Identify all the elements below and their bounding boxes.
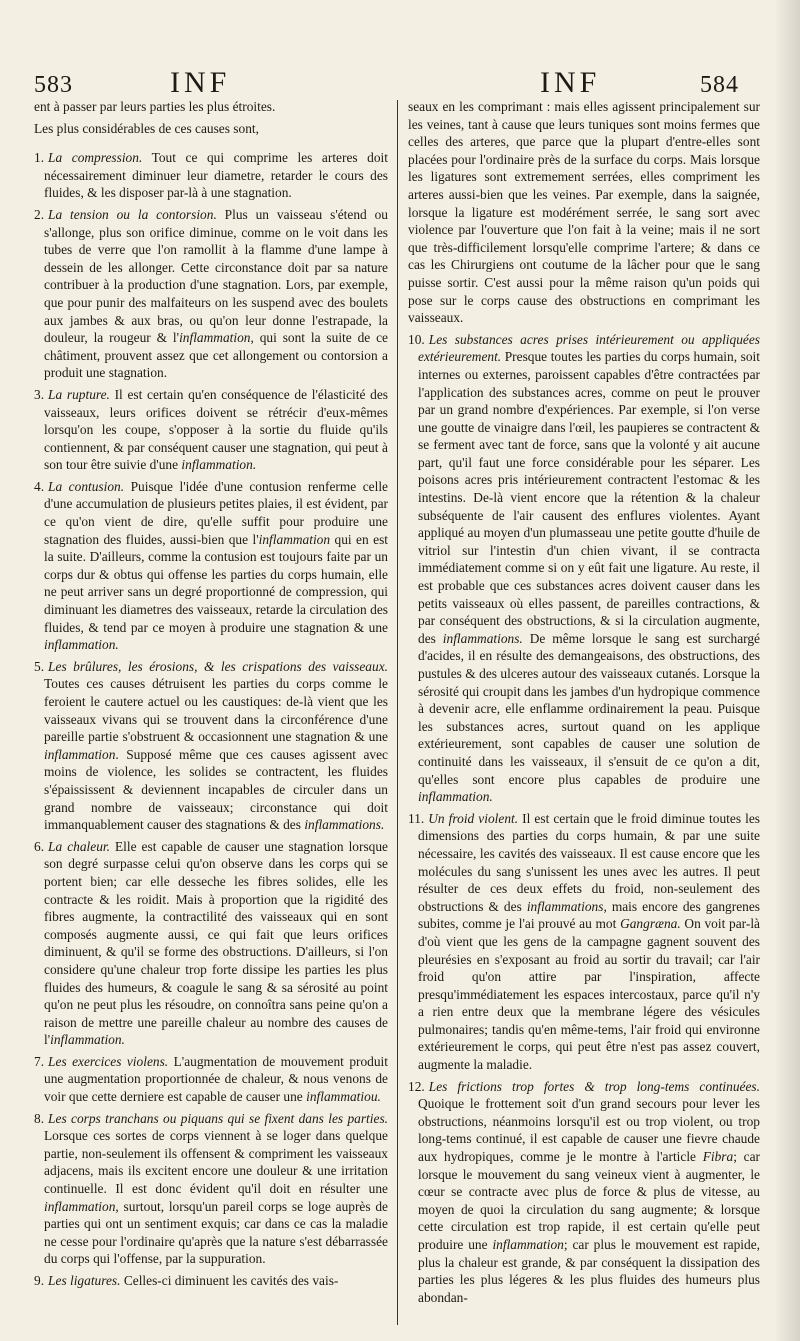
item-heading: La compression. — [48, 150, 143, 166]
item-emphasis: inflammations — [526, 898, 604, 914]
item-text: Puisque l'idée d'une contusion renferme celle d'une accumulation de plusieurs petites plaies, il est évident, par ce qu'on vient de dire, qu'elle suffit pour produire une stagnation des fluides, aussi-bien que l' — [44, 478, 388, 547]
item-heading: Les substances acres prises intérieurement ou appliquées extérieurement. — [418, 331, 760, 365]
item-heading: Les frictions trop fortes & trop long-tems continuées. — [428, 1078, 760, 1094]
item-emphasis: inflammation — [492, 1237, 564, 1252]
item-heading: Les corps tranchans ou piquans qui se fixent dans les parties. — [48, 1110, 388, 1126]
item-text: . Supposé même que ces causes agissent avec moins de violence, les solides se contractent, les fluides s'épaississent & deviennent incapables de circuler dans un grand nombre de vaisseaux; circonstance qui doit immanquablement causer des stagnations & des — [44, 746, 388, 833]
item-text: qui en est la suite. D'ailleurs, comme la contusion est toujours faite par un corps dur & obtus qui offense les parties du corps humain, elle ne peut arriver sans un degré proportionné de compression, qui diminuant les diametres des vaisseaux, retarde la circulation des fluides, & tend par ce moyen à produire une stagnation & une — [44, 531, 388, 635]
list-item — [34, 386, 388, 474]
list-item — [34, 478, 388, 654]
item-text: Lorsque ces sortes de corps viennent à se loger dans quelque partie, non-seulement ils offensent & compriment les vaisseaux adjacens, mais ils excitent encore une douleur & une irritation continuelle. Il est donc évident qu'il doit en résulter une — [44, 1128, 388, 1197]
item-text: L'augmentation de mouvement produit une augmentation proportionnée de chaleur, & nous venons de voir que cette derniere est capable de causer une — [44, 1053, 388, 1105]
item-emphasis: Fibra — [702, 1149, 734, 1165]
item-emphasis: inflammation. — [418, 789, 493, 805]
column-divider — [397, 100, 398, 1325]
list-item — [34, 658, 388, 834]
item-text: Elle est capable de causer une stagnation lorsque son degré surpasse celui qu'on observe dans les corps qui se portent bien; car elle desseche les fibres solides, elle les contracte & les roidit. Mais à proportion que la rigidité des fibres augmente, la contractilité des vaisseaux qui en sont composés augmente aussi, ce qui fait que leurs orifices diminuent, & qu'il se forme des obstructions. D'ailleurs, si l'on considere qu'une chaleur trop forte dissipe les parties les plus fluides des humeurs, & coagule le sang & sa sérosité au point qu'on ne peut plus les résoudre, on connoîtra sans peine qu'on a raison de mettre une pareille chaleur au nombre des causes de l' — [44, 838, 388, 1048]
item-emphasis: inflammation — [258, 531, 331, 547]
item-number: 7. — [34, 1053, 45, 1069]
item-text: , mais encore des gangrenes subites, comme je l'ai prouvé au mot — [418, 898, 760, 932]
item-text: Celles-ci diminuent les cavités des vais- — [120, 1273, 339, 1288]
item-number: 6. — [34, 838, 45, 854]
item-heading: Les brûlures, les érosions, & les crispations des vaisseaux. — [48, 658, 388, 674]
item-number: 9. — [34, 1273, 45, 1288]
item-heading: Un froid violent. — [428, 810, 519, 826]
item-emphasis: inflammation — [179, 330, 251, 346]
item-emphasis: inflammation — [44, 1198, 116, 1214]
item-number: 3. — [34, 386, 45, 402]
running-title-right: INF — [540, 66, 601, 99]
paragraph: Les plus considérables de ces causes sont, — [34, 120, 259, 136]
item-number: 4. — [34, 478, 45, 494]
list-item — [34, 149, 388, 202]
item-number: 2. — [34, 206, 45, 222]
paragraph: ent à passer par leurs parties les plus étroites. — [34, 99, 276, 114]
item-heading: La tension ou la contorsion. — [48, 206, 217, 222]
left-column — [34, 98, 388, 1294]
item-number: 5. — [34, 658, 45, 674]
item-heading: La chaleur. — [48, 838, 110, 854]
item-emphasis: inflammations. — [304, 817, 385, 833]
item-text: Plus un vaisseau s'étend ou s'allonge, plus son orifice diminue, comme on le voit dans les tubes de verre que l'on ramollit à la flamme d'une lampe à dessein de les allonger. Cette circonstance doit par sa nature contribuer à la production d'une stagnation. Lors, par exemple, que pour punir des malfaiteurs on les suspend avec des boulets aux jambes & aux bras, ou qu'on leur donne l'estrapade, la douleur, la rougeur & l' — [44, 206, 388, 346]
item-emphasis: inflammation. — [44, 637, 119, 653]
item-text: , qui sont la suite de ce châtiment, prouvent assez que cet allongement ou contorsion a produit une stagnation. — [44, 330, 388, 381]
running-title-left: INF — [170, 66, 231, 99]
item-text: , surtout, lorsqu'un pareil corps se loge auprès de parties qui ont un sentiment exquis; car dans ce cas la maladie ne cesse pour l'ordinaire qu'après que la nature s'est débarrassée du corps qui l'offense, par la suppuration. — [44, 1198, 388, 1267]
item-text: ; car plus le mouvement est rapide, plus la chaleur est grande, & par conséquent la dissipation des parties les plus légeres & les plus fluides des humeurs plus abondan- — [418, 1237, 760, 1305]
item-emphasis: inflammation. — [50, 1032, 125, 1048]
item-text: De même lorsque le sang est surchargé d'acides, il en résulte des demangeaisons, des obstructions, des pustules & des ulceres autour des vaisseaux cutanés. Lorsque la sérosité qui croupit dans les jambes d'un hydropique commence à devenir acre, elle enflamme ordinairement la peau. Puisque les substances acres, surtout quand on les applique extérieurement, sont capables de causer une solution de continuité dans les vaisseaux, il s'ensuit de ce qu'on a dit, qu'elles sont encore plus capables de produire une — [418, 630, 760, 787]
list-item — [408, 331, 760, 806]
item-text: Il est certain qu'en conséquence de l'élasticité des vaisseaux, leurs orifices doivent se rétrécir d'eux-mêmes lorsqu'on les coupe, s'opposer à la sortie du fluide qu'ils contiennent, & par conséquent causer une stagnation, qui peut à son tour être suivie d'une — [44, 386, 388, 473]
list-item — [408, 810, 760, 1074]
item-emphasis: inflammations. — [442, 630, 523, 646]
page-number-right: 584 — [700, 72, 739, 98]
item-number: 11. — [408, 810, 425, 826]
item-number: 1. — [34, 150, 45, 166]
item-emphasis: inflammatiou. — [306, 1089, 381, 1105]
item-text: On voit par-là d'où vient que les gens de la campagne gagnent souvent des pleurésies en s'exposant au froid au sortir du travail; car l'air froid qu'on attire par l'inspiration, affecte presqu'immédiatement les espaces intercostaux, parce qu'il n'y a rien entre deux que la membrane légere des vésicules pulmonaires; tandis qu'en même-tems, l'air froid qui environne extérieurement le corps, qui peut être n'est pas assez couvert, augmente la maladie. — [418, 916, 760, 1073]
right-column — [408, 98, 760, 1310]
list-item — [34, 838, 388, 1049]
item-text: Tout ce qui comprime les arteres doit nécessairement diminuer leur diametre, retarder le cours des fluides, & les disposer par-là à une stagnation. — [44, 150, 388, 201]
list-item — [34, 206, 388, 382]
item-number: 10. — [408, 331, 425, 347]
list-item — [34, 1272, 388, 1290]
item-text: Presque toutes les parties du corps humain, soit internes ou externes, paroissent capables d'être contractées par l'application des substances acres, comme on peut le prouver par un grand nombre d'expériences. Par exemple, si l'on verse une goutte de vinaigre dans l'œil, les paupieres se contractent & se ferment avec tant de force, sans que la volonté y ait aucune part, qu'il faut une force considérable pour les séparer. Les poisons acres pris intérieurement contractent l'estomac & les intestins. De-là vient encore que la rétention & la chaleur subséquente de l'air causent des enflures violentes. Ayant appliqué au moyen d'un plumasseau une petite goutte d'huile de vitriol sur l'intestin d'un chien vivant, il se contracta immédiatement comme si on y eût fait une ligature. Au reste, il est probable que ces substances acres doivent causer dans les petits vaisseaux où elles passent, de pareilles contractions, & par conséquent des obstructions, & si la circulation augmente, des — [418, 349, 760, 646]
item-text: Toutes ces causes détruisent les parties du corps comme le feroient le cautere actuel ou les caustiques: de-là vient que les vaisseaux vivans qui se trouvent dans la circonférence d'une pareille partie s'obstruent & occasionnent une stagnation & une — [44, 676, 388, 745]
item-number: 8. — [34, 1110, 45, 1126]
item-emphasis: Gangræna. — [620, 916, 681, 932]
page-edge-shadow — [774, 0, 800, 1341]
item-text: Quoique le frottement soit d'un grand secours pour lever les obstructions, néanmoins lorsqu'il est ou trop violent, ou trop long-tems continué, il est capable de causer une fievre chaude aux hydropiques, comme je le montre à l'article — [418, 1096, 760, 1165]
item-emphasis: inflammation — [44, 746, 116, 762]
item-heading: Les exercices violens. — [48, 1053, 169, 1069]
item-heading: Les ligatures. — [48, 1273, 121, 1288]
page-number-left: 583 — [34, 72, 73, 98]
list-item — [34, 1110, 388, 1268]
paragraph: seaux en les comprimant : mais elles agissent principalement sur les veines, tant à cause que leurs tuniques sont moins fermes que celles des arteres, que parce que la plupart d'entre-elles sont placées pour l'ordinaire près de la surface du corps. Mais lorsque les ligatures sont extremement serrées, elles compriment les arteres aussi-bien que les veines. Par exemple, dans la saignée, lorsque la ligature est modérément serrée, le sang sort avec violence par l'ouverture que l'on fait à la veine; mais il ne sort que très-difficilement lorsqu'elle comprime l'artere; & dans ce cas les Chirurgiens ont coutume de la lâcher pour que le sang puisse sortir. C'est aussi pour la même raison qu'un poids qui pose sur le corps cause des obstructions en comprimant les vaisseaux. — [408, 99, 760, 326]
item-heading: La rupture. — [48, 386, 110, 402]
item-text: Il est certain que le froid diminue toutes les dimensions des parties du corps humain, & par une suite nécessaire, les cavités des vaisseaux. Il est cause encore que les molécules du sang s'unissent les unes avec les autres. Il peut résulter de ces deux effets du froid, non-seulement des obstructions & des — [418, 810, 760, 914]
list-item — [34, 1053, 388, 1106]
item-text: ; car lorsque le mouvement du sang veineux vient à augmenter, le cœur se contracte avec plus de force & plus de vitesse, au moyen de quoi la circulation du sang augmente; & lorsque cette circulation est trop rapide, il est certain qu'elle peut produire une — [418, 1149, 760, 1252]
item-number: 12. — [408, 1078, 425, 1094]
item-heading: La contusion. — [48, 478, 125, 494]
item-emphasis: inflammation. — [181, 457, 257, 473]
list-item — [408, 1078, 760, 1307]
